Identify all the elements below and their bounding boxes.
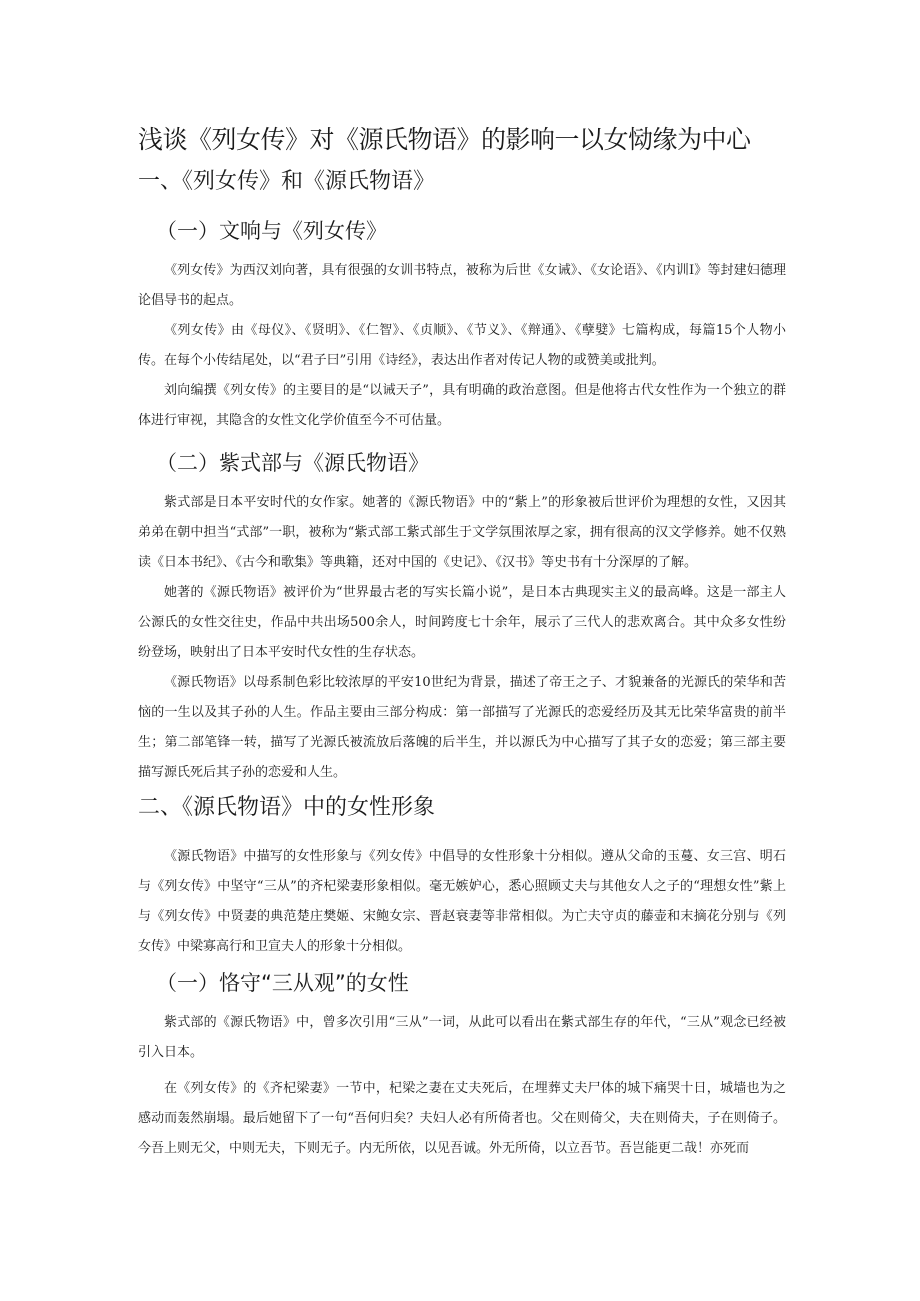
document-title: 浅谈《列女传》对《源氏物语》的影响一以女恸缘为中心 [138, 125, 751, 154]
paragraph: 紫式部的《源氏物语》中，曾多次引用“三从”一词，从此可以看出在紫式部生存的年代，“三从”观念已经被引入日本。 [138, 1015, 786, 1060]
paragraph: 她著的《源氏物语》被评价为“世界最古老的写实长篇小说”，是日本古典现实主义的最高峰。这是一部主人公源氏的女性交往史，作品中共出场500余人，时间跨度七十余年，展示了三代人的悲欢离合。其中众多女性纷纷登场，映射出了日本平安时代女性的生存状态。 [138, 585, 786, 660]
paragraph: 《列女传》为西汉刘向著，具有很强的女训书特点，被称为后世《女诫》、《女论语》、《内训Ⅰ》等封建妇德理论倡导书的起点。 [138, 263, 786, 308]
section-1-heading: 一、《列女传》和《源氏物语》 [138, 169, 436, 194]
paragraph: 紫式部是日本平安时代的女作家。她著的《源氏物语》中的“紫上”的形象被后世评价为理想的女性，又因其弟弟在朝中担当“式部”一职，被称为“紫式部工紫式部生于文学氛围浓厚之家，拥有很高的汉文学修养。她不仅熟读《日本书纪》、《古今和歌集》等典籍，还对中国的《史记》、《汉书》等史书有十分深厚的了解。 [138, 495, 786, 570]
paragraph: 在《列女传》的《齐杞梁妻》一节中，杞梁之妻在丈夫死后，在埋葬丈夫尸体的城下痛哭十日，城墙也为之感动而轰然崩塌。最后她留下了一句“吾何归矣？夫妇人必有所倚者也。父在则倚父，夫在则倚夫，子在则倚子。今吾上则无父，中则无夫，下则无子。内无所依，以见吾诚。外无所倚，以立吾节。吾岂能更二哉！亦死而 [138, 1081, 786, 1156]
document-page [138, 122, 786, 1164]
section-1-1-heading: （一）文响与《列女传》 [156, 219, 387, 243]
paragraph: 《列女传》由《母仪》、《贤明》、《仁智》、《贞顺》、《节义》、《辩通》、《孽嬖》七篇构成，每篇15个人物小传。在每个小传结尾处，以“君子曰”引用《诗经》，表达出作者对传记人物的或赞美或批判。 [138, 323, 786, 368]
paragraph: 《源氏物语》中描写的女性形象与《列女传》中倡导的女性形象十分相似。遵从父命的玉蔓、女三宫、明石与《列女传》中坚守“三从”的齐杞梁妻形象相似。毫无嫉妒心，悉心照顾丈夫与其他女人之子的“理想女性”紫上与《列女传》中贤妻的典范楚庄樊姬、宋鲍女宗、晋赵衰妻等非常相似。为亡夫守贞的藤壶和末摘花分别与《列女传》中梁寡高行和卫宣夫人的形象十分相似。 [138, 849, 786, 954]
paragraph: 《源氏物语》以母系制色彩比较浓厚的平安10世纪为背景，描述了帝王之子、才貌兼备的光源氏的荣华和苦恼的一生以及其子孙的人生。作品主要由三部分构成：第一部描写了光源氏的恋爱经历及其无比荣华富贵的前半生；第二部笔锋一转，描写了光源氏被流放后落魄的后半生，并以源氏为中心描写了其子女的恋爱；第三部主要描写源氏死后其子孙的恋爱和人生。 [138, 675, 786, 780]
section-2-1-heading: （一）恪守“三从观”的女性 [156, 971, 409, 995]
paragraph: 刘向编撰《列女传》的主要目的是“以诫天子”，具有明确的政治意图。但是他将古代女性作为一个独立的群体进行审视，其隐含的女性文化学价值至今不可估量。 [138, 383, 786, 428]
section-1-2-heading: （二）紫式部与《源氏物语》 [156, 451, 429, 475]
section-2-heading: 二、《源氏物语》中的女性形象 [138, 795, 436, 820]
